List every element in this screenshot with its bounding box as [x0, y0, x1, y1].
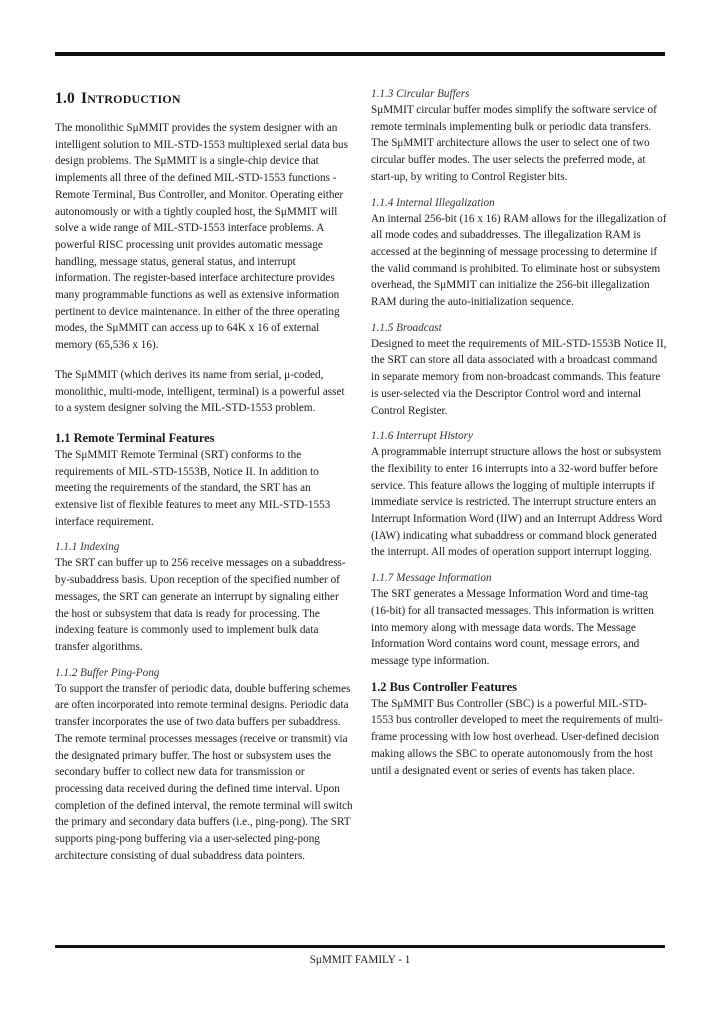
paragraph-interrupt-history: A programmable interrupt structure allows the host or subsystem the flexibility to enter 16 interrupts into a 32-word buffer before service. This feature allows the logging of multiple interrupts if immediate service is restricted. The interrupt structure enters an Interrupt Information Word (IIW) and an Interrupt Address Word (IAW) indicating what subaddress or command block generated the interrupt. All modes of operation support interrupt logging. [371, 446, 663, 559]
heading-bus-controller-features: 1.2 Bus Controller Features [371, 679, 517, 694]
heading-buffer-ping-pong: 1.1.2 Buffer Ping-Pong [55, 666, 160, 679]
heading-indexing: 1.1.1 Indexing [55, 541, 120, 554]
section-heading-introduction [55, 90, 353, 108]
page-footer: SμMMIT FAMILY - 1 [309, 954, 411, 966]
paragraph-remote-terminal: The SμMMIT Remote Terminal (SRT) conforms to the requirements of MIL-STD-1553B, Notice II. In addition to meeting the requirements of the standard, the SRT has an extensive list of flexible features to meet any MIL-STD-1553 interface requirement. [55, 448, 331, 528]
heading-first-letter: I [80, 90, 88, 107]
bottom-rule [55, 945, 665, 948]
paragraph-message-information: The SRT generates a Message Information Word and time-tag (16-bit) for all transacted messages. This information is written into memory along with message data words. The Message Information Word contains word count, message errors, and message type information. [371, 588, 654, 667]
top-rule [55, 52, 665, 56]
right-column [371, 86, 667, 779]
heading-rest: NTRODUCTION [87, 92, 181, 106]
heading-broadcast: 1.1.5 Broadcast [371, 321, 442, 334]
paragraph-internal-illegalization: An internal 256-bit (16 x 16) RAM allows for the illegalization of all mode codes and subaddresses. The illegalization RAM is accessed at the beginning of message processing to determine if the valid command is prohibited. To eliminate host or subsystem overhead, the SμMMIT can initialize the 256-bit illegalization RAM during the auto-initialization sequence. [371, 212, 667, 309]
heading-number: 1.0 [55, 90, 75, 107]
intro-paragraph-1: The monolithic SμMMIT provides the system designer with an intelligent solution to MIL-STD-1553 multiplexed serial data bus design problems. The SμMMIT is a single-chip device that implements all three of the defined MIL-STD-1553 functions - Remote Terminal, Bus Controller, and Monitor. Operating either autonomously or with a tightly coupled host, the SμMMIT will solve a wide range of MIL-STD-1553 interface problems. A powerful RISC processing unit provides automatic message handling, message status, general status, and interrupt information. The register-based interface architecture provides many programmable functions as well as extensive information pertinent to device maintenance. In either of the three operating modes, the SμMMIT can access up to 64K x 16 of external memory (65,536 x 16). [55, 122, 349, 352]
heading-remote-terminal-features: 1.1 Remote Terminal Features [55, 430, 215, 445]
paragraph-bus-controller: The SμMMIT Bus Controller (SBC) is a powerful MIL-STD-1553 bus controller developed to meet the requirements of multi-frame processing with low host overhead. User-defined decision making allows the SBC to operate autonomously from the host until a designated event or series of events has taken place. [371, 697, 663, 777]
intro-paragraph-2: The SμMMIT (which derives its name from serial, μ-coded, monolithic, multi-mode, intelligent, terminal) is a powerful asset to a system designer solving the MIL-STD-1553 problem. [55, 368, 345, 415]
heading-circular-buffers: 1.1.3 Circular Buffers [371, 88, 470, 100]
left-column [55, 84, 353, 864]
paragraph-broadcast: Designed to meet the requirements of MIL-STD-1553B Notice II, the SRT can store all data associated with a broadcast command in separate memory from non-broadcast commands. This feature is user-selected via the Descriptor Control word and internal Control Register. [371, 337, 667, 417]
heading-internal-illegalization: 1.1.4 Internal Illegalization [371, 196, 495, 209]
paragraph-circular-buffers: SμMMIT circular buffer modes simplify the software service of remote terminals implementing bulk or periodic data transfers. The SμMMIT architecture allows the user to select one of two circular buffer modes. The user selects the preferred mode, at start-up, by writing to Control Register bits. [371, 104, 657, 183]
paragraph-indexing: The SRT can buffer up to 256 receive messages on a subaddress-by-subaddress basis. Upon reception of the specified number of messages, the SRT can generate an interrupt by signaling either the host or subsystem that data is ready for processing. The indexing feature is commonly used to implement bulk data transfer algorithms. [55, 557, 346, 653]
heading-interrupt-history: 1.1.6 Interrupt History [371, 430, 473, 443]
heading-message-information: 1.1.7 Message Information [371, 572, 492, 585]
paragraph-buffer-ping-pong: To support the transfer of periodic data, double buffering schemes are often incorporated into remote terminal designs. Periodic data transfer incorporates the use of two data buffers per subaddress. The remote terminal processes messages (receive or transmit) via the designated primary buffer. The host or subsystem uses the secondary buffer to collect new data for transmission or processing data received during the defined time interval. Upon completion of the defined interval, the remote terminal will switch the primary and secondary data buffers (i.e., ping-pong). The SRT supports ping-pong buffering via a user-selected ping-pong architecture consisting of dual subaddress data pointers. [55, 682, 353, 862]
